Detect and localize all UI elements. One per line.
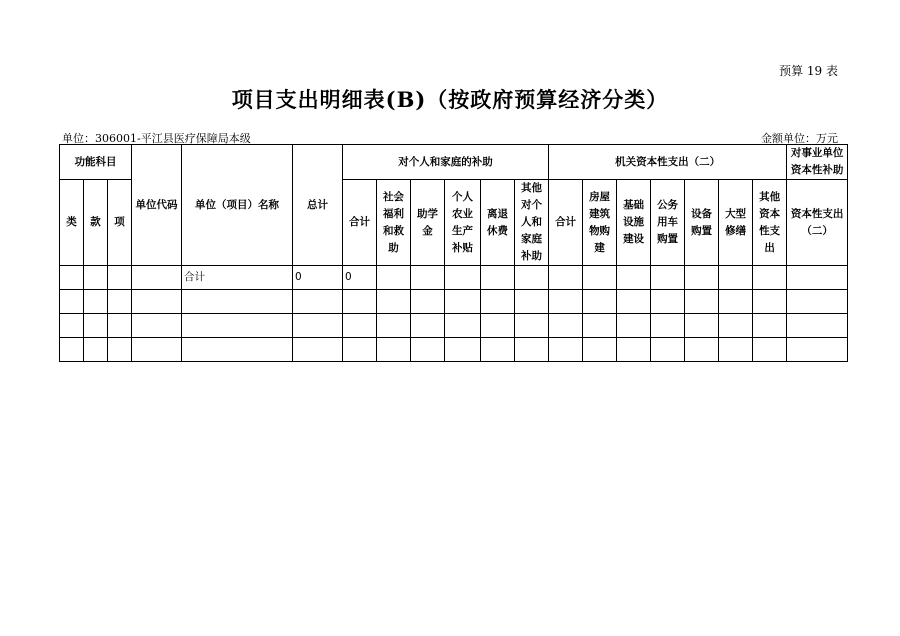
cell-cap-infra bbox=[617, 290, 651, 314]
cell-ind-social bbox=[377, 338, 411, 362]
cell-ind-farm bbox=[445, 290, 481, 314]
header-total: 总计 bbox=[293, 145, 343, 266]
cell-cap-vehicle bbox=[651, 338, 685, 362]
cell-cap-total bbox=[549, 338, 583, 362]
header-function-subject: 功能科目 bbox=[60, 145, 132, 180]
cell-total: 0 bbox=[293, 266, 343, 290]
cell-ind-grant bbox=[411, 266, 445, 290]
header-unit-code: 单位代码 bbox=[132, 145, 182, 266]
header-ind-other: 其他对个人和家庭补助 bbox=[515, 180, 549, 266]
table-row bbox=[60, 338, 848, 362]
cell-kuan bbox=[84, 266, 108, 290]
cell-ind-retire bbox=[481, 314, 515, 338]
cell-cap-vehicle bbox=[651, 266, 685, 290]
cell-cap-other bbox=[753, 314, 787, 338]
cell-lei bbox=[60, 266, 84, 290]
page-title: 项目支出明细表(B)（按政府预算经济分类） bbox=[231, 87, 669, 112]
cell-cap-building bbox=[583, 338, 617, 362]
cell-name bbox=[182, 290, 293, 314]
form-number: 预算 19 表 bbox=[779, 64, 838, 78]
cell-total bbox=[293, 338, 343, 362]
cell-pub-capital bbox=[787, 338, 848, 362]
cell-xiang bbox=[108, 290, 132, 314]
cell-ind-grant bbox=[411, 338, 445, 362]
header-lei: 类 bbox=[60, 180, 84, 266]
cell-ind-other bbox=[515, 266, 549, 290]
cell-cap-total bbox=[549, 314, 583, 338]
cell-ind-retire bbox=[481, 338, 515, 362]
cell-ind-total bbox=[343, 338, 377, 362]
cell-ind-total bbox=[343, 314, 377, 338]
cell-ind-farm bbox=[445, 338, 481, 362]
header-cap-building: 房屋建筑物购建 bbox=[583, 180, 617, 266]
header-cap-repair: 大型修缮 bbox=[719, 180, 753, 266]
cell-cap-equipment bbox=[685, 314, 719, 338]
cell-ind-retire bbox=[481, 266, 515, 290]
cell-cap-total bbox=[549, 290, 583, 314]
cell-name bbox=[182, 338, 293, 362]
cell-pub-capital bbox=[787, 314, 848, 338]
cell-kuan bbox=[84, 314, 108, 338]
cell-ind-social bbox=[377, 314, 411, 338]
header-cap-infra: 基础设施建设 bbox=[617, 180, 651, 266]
header-ind-social: 社会福利和救助 bbox=[377, 180, 411, 266]
cell-ind-grant bbox=[411, 290, 445, 314]
cell-ind-social bbox=[377, 266, 411, 290]
cell-pub-capital bbox=[787, 266, 848, 290]
cell-cap-infra bbox=[617, 266, 651, 290]
cell-total bbox=[293, 314, 343, 338]
cell-cap-repair bbox=[719, 338, 753, 362]
cell-cap-building bbox=[583, 314, 617, 338]
header-ind-grant: 助学金 bbox=[411, 180, 445, 266]
cell-xiang bbox=[108, 338, 132, 362]
cell-ind-social bbox=[377, 290, 411, 314]
header-cap-equipment: 设备购置 bbox=[685, 180, 719, 266]
cell-cap-infra bbox=[617, 314, 651, 338]
cell-ind-total: 0 bbox=[343, 266, 377, 290]
cell-ind-other bbox=[515, 290, 549, 314]
cell-ind-retire bbox=[481, 290, 515, 314]
cell-cap-infra bbox=[617, 338, 651, 362]
cell-lei bbox=[60, 338, 84, 362]
cell-total bbox=[293, 290, 343, 314]
cell-lei bbox=[60, 314, 84, 338]
cell-xiang bbox=[108, 314, 132, 338]
header-ind-farm: 个人农业生产补贴 bbox=[445, 180, 481, 266]
header-kuan: 款 bbox=[84, 180, 108, 266]
cell-ind-farm bbox=[445, 266, 481, 290]
cell-cap-equipment bbox=[685, 266, 719, 290]
cell-ind-grant bbox=[411, 314, 445, 338]
header-xiang: 项 bbox=[108, 180, 132, 266]
cell-ind-total bbox=[343, 290, 377, 314]
cell-cap-other bbox=[753, 266, 787, 290]
cell-cap-repair bbox=[719, 290, 753, 314]
header-group-individual: 对个人和家庭的补助 bbox=[343, 145, 549, 180]
cell-cap-other bbox=[753, 338, 787, 362]
unit-organization: 单位：306001-平江县医疗保障局本级 bbox=[62, 132, 251, 145]
cell-cap-vehicle bbox=[651, 290, 685, 314]
header-unit-name: 单位（项目）名称 bbox=[182, 145, 293, 266]
cell-cap-equipment bbox=[685, 290, 719, 314]
cell-name bbox=[182, 314, 293, 338]
cell-name: 合计 bbox=[182, 266, 293, 290]
cell-cap-vehicle bbox=[651, 314, 685, 338]
cell-code bbox=[132, 338, 182, 362]
cell-code bbox=[132, 266, 182, 290]
header-pub-capital: 资本性支出（二） bbox=[787, 180, 848, 266]
cell-cap-building bbox=[583, 266, 617, 290]
cell-ind-other bbox=[515, 338, 549, 362]
cell-cap-other bbox=[753, 290, 787, 314]
budget-detail-table bbox=[59, 144, 848, 362]
cell-code bbox=[132, 290, 182, 314]
cell-kuan bbox=[84, 338, 108, 362]
table-row bbox=[60, 290, 848, 314]
header-ind-total: 合计 bbox=[343, 180, 377, 266]
header-group-capital: 机关资本性支出（二） bbox=[549, 145, 787, 180]
cell-ind-other bbox=[515, 314, 549, 338]
table-row-total bbox=[60, 266, 848, 290]
cell-xiang bbox=[108, 266, 132, 290]
table-row bbox=[60, 314, 848, 338]
header-cap-other: 其他资本性支出 bbox=[753, 180, 787, 266]
cell-cap-building bbox=[583, 290, 617, 314]
header-group-public-unit: 对事业单位资本性补助 bbox=[787, 145, 848, 180]
cell-cap-repair bbox=[719, 314, 753, 338]
cell-cap-equipment bbox=[685, 338, 719, 362]
cell-ind-farm bbox=[445, 314, 481, 338]
cell-code bbox=[132, 314, 182, 338]
header-cap-total: 合计 bbox=[549, 180, 583, 266]
cell-cap-repair bbox=[719, 266, 753, 290]
cell-cap-total bbox=[549, 266, 583, 290]
cell-pub-capital bbox=[787, 290, 848, 314]
header-cap-vehicle: 公务用车购置 bbox=[651, 180, 685, 266]
cell-lei bbox=[60, 290, 84, 314]
header-ind-retire: 离退休费 bbox=[481, 180, 515, 266]
cell-kuan bbox=[84, 290, 108, 314]
amount-unit: 金额单位：万元 bbox=[761, 132, 838, 145]
